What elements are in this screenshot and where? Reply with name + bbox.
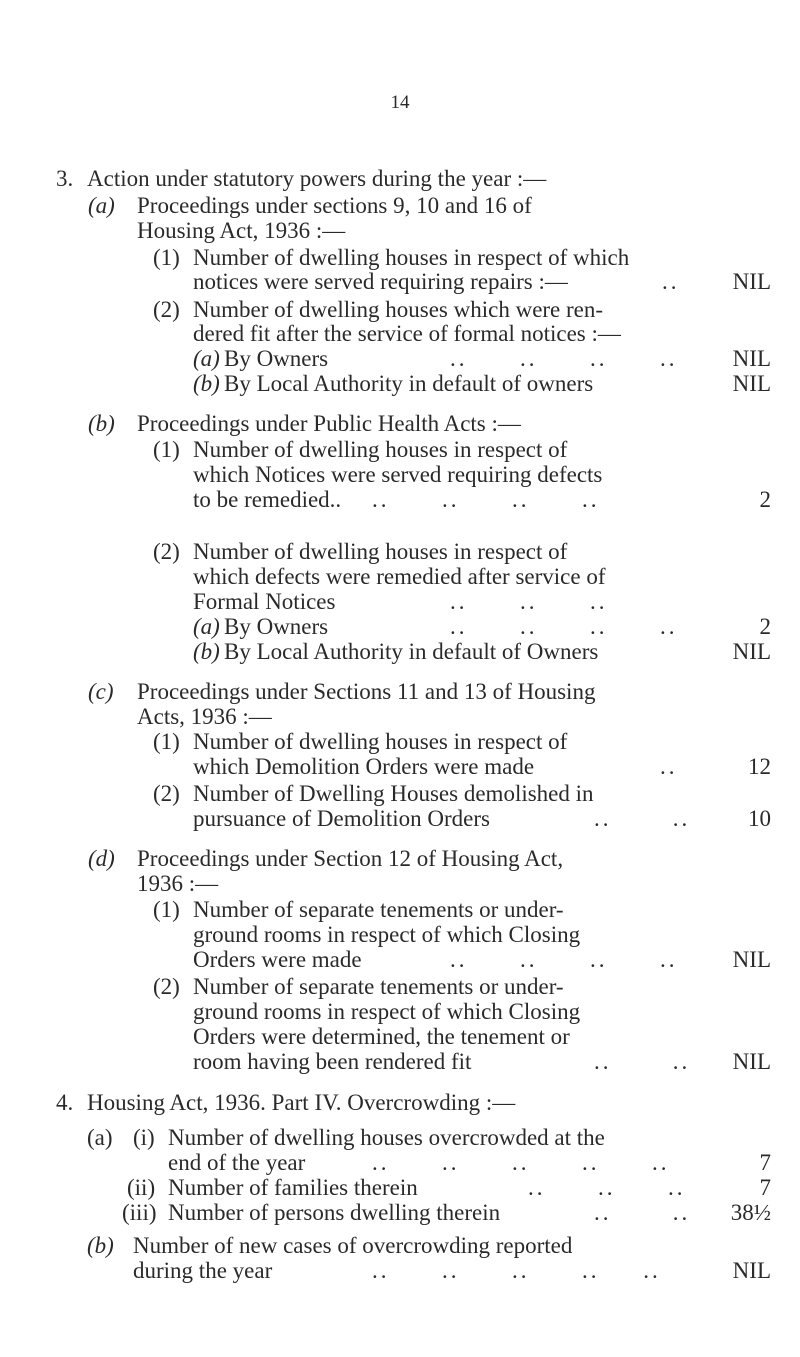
s3b-item-1-line-3: to be remedied..	[193, 487, 342, 512]
s3b-item-2-line-1: Number of dwelling houses in respect of	[193, 539, 568, 564]
s4a-item-iii-value: 38½	[730, 1200, 771, 1225]
s3d-item-2-line-2: ground rooms in respect of which Closing	[193, 999, 581, 1024]
s3a-item-2-number: (2)	[153, 297, 180, 322]
s3b-item-2b-text: By Local Authority in default of Owners	[224, 639, 599, 664]
s4a-item-ii-text: Number of families therein	[168, 1175, 418, 1200]
s3b-item-2-line-2: which defects were remedied after service of	[193, 564, 606, 589]
s3c-item-1-value: 12	[748, 754, 771, 779]
s3c-item-2-number: (2)	[153, 781, 180, 806]
s3c-item-1-number: (1)	[153, 729, 180, 754]
s3c-item-2-value: 10	[748, 806, 771, 831]
s4a-item-i-line-1: Number of dwelling houses overcrowded at the	[168, 1125, 605, 1150]
s3d-item-2-line-1: Number of separate tenements or under-	[193, 974, 564, 999]
s4b-value: NIL	[732, 1258, 771, 1283]
s3c-item-2-line-1: Number of Dwelling Houses demolished in	[193, 781, 594, 806]
s3a-item-1-line-1: Number of dwelling houses in respect of which	[193, 245, 630, 270]
s3a-item-2-line-2: dered fit after the service of formal notices :—	[193, 321, 621, 346]
section-4-heading: Housing Act, 1936. Part IV. Overcrowding :—	[87, 1090, 516, 1115]
s3c-item-1-line-2: which Demolition Orders were made	[193, 754, 535, 779]
leader-dots: .. .. .. .. ..	[372, 1258, 661, 1283]
s3d-title-line-2: 1936 :—	[137, 871, 219, 896]
leader-dots: .. ..	[594, 806, 691, 831]
s4a-item-i-number: (i)	[133, 1125, 155, 1150]
s3d-item-2-number: (2)	[153, 974, 180, 999]
s3d-item-2-line-3: Orders were determined, the tenement or	[193, 1024, 570, 1049]
s3a-item-2b-value: NIL	[732, 371, 771, 396]
s3a-item-2b-text: By Local Authority in default of owners	[224, 371, 594, 396]
s3d-item-1-line-1: Number of separate tenements or under-	[193, 897, 564, 922]
s4a-item-i-line-2: end of the year	[168, 1150, 306, 1175]
leader-dots: ..	[660, 754, 678, 779]
s3d-item-1-line-2: ground rooms in respect of which Closing	[193, 922, 581, 947]
s3b-item-2b-label: (b)	[193, 639, 220, 664]
s3a-item-1-number: (1)	[153, 245, 180, 270]
s3a-title-line-1: Proceedings under sections 9, 10 and 16 of	[137, 193, 532, 218]
s3c-item-1-line-1: Number of dwelling houses in respect of	[193, 729, 568, 754]
s3b-item-2a-value: 2	[759, 614, 771, 639]
section-3-number: 3.	[56, 166, 74, 191]
s3c-item-2-line-2: pursuance of Demolition Orders	[193, 806, 491, 831]
section-3-heading: Action under statutory powers during the year :—	[87, 166, 547, 191]
s3a-item-2a-label: (a)	[193, 346, 220, 371]
s3b-item-2-number: (2)	[153, 539, 180, 564]
s4a-label: (a)	[87, 1125, 113, 1150]
leader-dots: .. .. ..	[528, 1175, 686, 1200]
s4a-item-iii-text: Number of persons dwelling therein	[168, 1200, 501, 1225]
page-number: 14	[390, 92, 410, 113]
leader-dots: .. .. ..	[450, 589, 608, 614]
s3a-item-1-line-2: notices were served requiring repairs :—	[193, 269, 568, 294]
s3a-item-2-line-1: Number of dwelling houses which were ren-	[193, 297, 604, 322]
s3b-item-2a-text: By Owners	[224, 614, 329, 639]
s3b-label: (b)	[88, 411, 115, 436]
s3c-label: (c)	[88, 679, 114, 704]
s3b-item-2-line-3: Formal Notices	[193, 589, 336, 614]
s3a-item-2a-text: By Owners	[224, 346, 329, 371]
s3d-item-1-number: (1)	[153, 897, 180, 922]
s3a-label: (a)	[88, 193, 115, 218]
s4a-item-ii-value: 7	[759, 1175, 771, 1200]
leader-dots: .. .. .. ..	[450, 614, 678, 639]
s3b-item-2b-value: NIL	[732, 639, 771, 664]
leader-dots: .. ..	[594, 1049, 691, 1074]
s3d-item-1-value: NIL	[732, 947, 771, 972]
leader-dots: .. .. .. ..	[450, 947, 678, 972]
leader-dots: ..	[662, 269, 680, 294]
s3a-item-2a-value: NIL	[732, 346, 771, 371]
leader-dots: .. .. .. ..	[450, 346, 678, 371]
s3c-title-line-1: Proceedings under Sections 11 and 13 of Housing	[137, 679, 596, 704]
s4b-line-2: during the year	[133, 1258, 273, 1283]
s3b-item-2a-label: (a)	[193, 614, 220, 639]
s3d-item-1-line-3: Orders were made	[193, 947, 362, 972]
s3d-item-2-line-4: room having been rendered fit	[193, 1049, 472, 1074]
leader-dots: .. ..	[594, 1200, 691, 1225]
s3d-label: (d)	[88, 846, 115, 871]
s3b-item-1-line-2: which Notices were served requiring defects	[193, 462, 603, 487]
s3a-title-line-2: Housing Act, 1936 :—	[137, 218, 346, 243]
s3c-title-line-2: Acts, 1936 :—	[137, 704, 272, 729]
s3a-item-2b-label: (b)	[193, 371, 220, 396]
section-4-number: 4.	[56, 1090, 74, 1115]
leader-dots: .. .. .. ..	[372, 487, 600, 512]
s3b-item-1-number: (1)	[153, 437, 180, 462]
s3b-item-1-line-1: Number of dwelling houses in respect of	[193, 437, 568, 462]
s3d-title-line-1: Proceedings under Section 12 of Housing Act,	[137, 846, 564, 871]
s3d-item-2-value: NIL	[732, 1049, 771, 1074]
s3b-title: Proceedings under Public Health Acts :—	[137, 411, 521, 436]
s4a-item-iii-number: (iii)	[122, 1200, 157, 1225]
s4b-label: (b)	[87, 1233, 114, 1258]
s3b-item-1-value: 2	[759, 487, 771, 512]
s3a-item-1-value: NIL	[732, 269, 771, 294]
s4a-item-ii-number: (ii)	[127, 1175, 156, 1200]
leader-dots: .. .. .. .. ..	[372, 1150, 670, 1175]
s4b-line-1: Number of new cases of overcrowding reported	[133, 1233, 573, 1258]
s4a-item-i-value: 7	[759, 1150, 771, 1175]
